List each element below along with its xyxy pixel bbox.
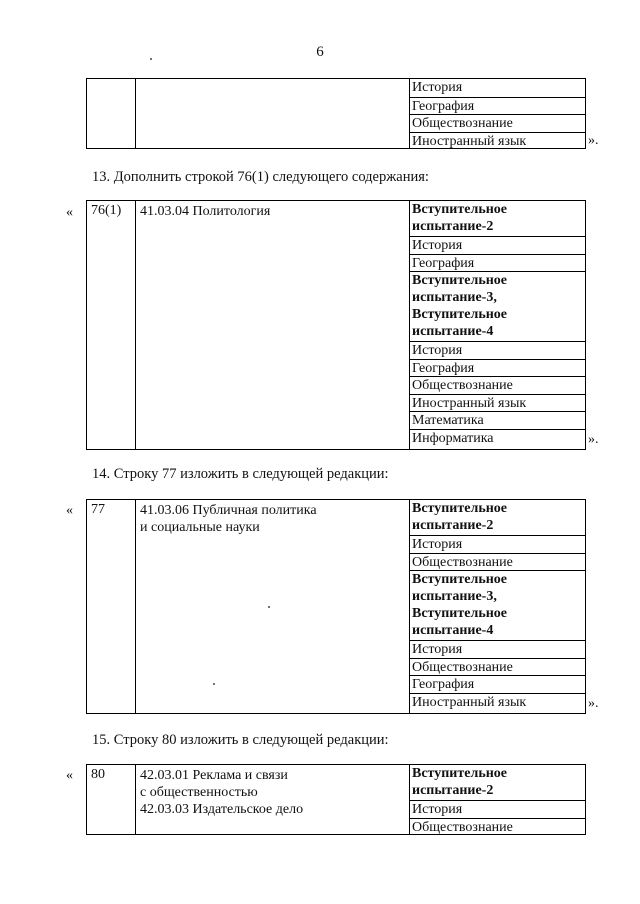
subject-cell: История xyxy=(409,236,585,254)
subject-cell: География xyxy=(409,97,585,115)
opening-quote: « xyxy=(66,768,73,783)
closing-quote: ». xyxy=(588,696,599,711)
row-number: 80 xyxy=(91,767,105,782)
subject-cell: Обществознание xyxy=(409,818,585,836)
subject-cell: Обществознание xyxy=(409,553,585,571)
paragraph-14-heading: 14. Строку 77 изложить в следующей редакции: xyxy=(92,466,389,482)
row-number: 76(1) xyxy=(91,203,122,218)
subject-cell: История xyxy=(409,535,585,553)
subject-cell: Вступительное испытание-2 xyxy=(412,501,508,533)
paragraph-15-heading: 15. Строку 80 изложить в следующей редакции: xyxy=(92,732,389,748)
closing-quote: ». xyxy=(588,133,599,148)
subject-cell: Вступительное испытание-3, Вступительное испытание-4 xyxy=(409,570,585,640)
subject-cell: География xyxy=(409,359,585,377)
opening-quote: « xyxy=(66,503,73,518)
table-row-76-1 xyxy=(86,200,586,450)
column-divider xyxy=(135,79,136,148)
subject-cell: География xyxy=(409,675,585,693)
subject-cell: Обществознание xyxy=(409,114,585,132)
table-row-80 xyxy=(86,764,586,835)
subject-cell: Обществознание xyxy=(409,658,585,676)
subject-cell: История xyxy=(409,800,585,818)
column-divider xyxy=(135,765,136,834)
subject-cell: История xyxy=(409,640,585,658)
closing-quote: ». xyxy=(588,432,599,447)
subject-cell: Математика xyxy=(409,411,585,429)
program-name: 41.03.04 Политология xyxy=(140,204,271,219)
table-continuation xyxy=(86,78,586,149)
column-divider xyxy=(135,500,136,713)
subject-cell: Информатика xyxy=(409,429,585,447)
table-row-77 xyxy=(86,499,586,714)
scan-speck xyxy=(150,58,152,60)
subject-cell: Иностранный язык xyxy=(409,693,585,711)
subject-cell: Обществознание xyxy=(409,376,585,394)
scan-speck xyxy=(268,606,270,608)
subject-cell: География xyxy=(409,254,585,272)
column-divider xyxy=(135,201,136,449)
subject-cell: История xyxy=(409,341,585,359)
program-name: 41.03.06 Публичная политика и социальные науки xyxy=(140,503,317,535)
opening-quote: « xyxy=(66,205,73,220)
program-name: 42.03.01 Реклама и связи с общественностью 42.03.03 Издательское дело xyxy=(140,768,304,817)
paragraph-13-heading: 13. Дополнить строкой 76(1) следующего содержания: xyxy=(92,169,429,185)
row-number: 77 xyxy=(91,502,105,517)
subject-cell: Вступительное испытание-2 xyxy=(412,766,508,798)
subject-cell: Иностранный язык xyxy=(409,394,585,412)
subject-cell: Вступительное испытание-3, Вступительное испытание-4 xyxy=(409,271,585,341)
subject-cell: История xyxy=(412,80,463,95)
scan-speck xyxy=(213,683,215,685)
subject-cell: Вступительное испытание-2 xyxy=(412,202,508,234)
page-number: 6 xyxy=(316,44,324,60)
subject-cell: Иностранный язык xyxy=(409,132,585,150)
